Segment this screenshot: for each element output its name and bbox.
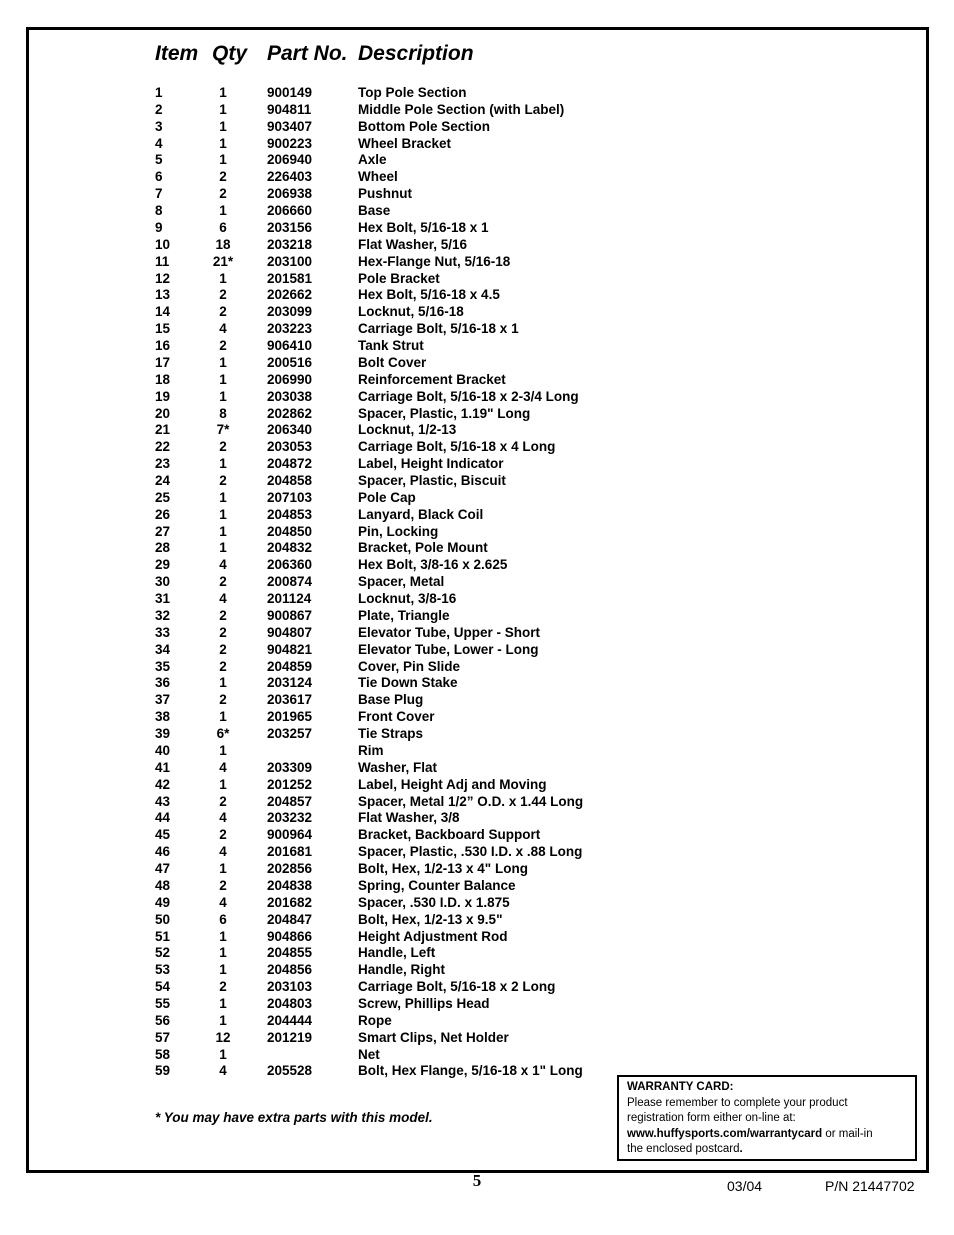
qty-cell: 12 [215, 1029, 231, 1045]
qty-cell: 1 [219, 118, 227, 134]
qty-cell: 2 [219, 793, 227, 809]
description-cell: Spacer, Plastic, 1.19" Long [358, 405, 531, 421]
part-number-cell: 204444 [267, 1012, 313, 1028]
description-cell: Bolt, Hex Flange, 5/16-18 x 1" Long [358, 1063, 583, 1079]
warranty-period: . [739, 1143, 743, 1155]
header-description: Description [358, 42, 474, 65]
header-item: Item [155, 42, 199, 65]
qty-cell: 4 [219, 844, 227, 860]
description-cell: Base Plug [358, 692, 424, 708]
qty-cell: 2 [219, 607, 227, 623]
part-number-cell: 204859 [267, 658, 313, 674]
description-cell: Pole Bracket [358, 270, 440, 286]
description-cell: Spacer, Plastic, .530 I.D. x .88 Long [358, 844, 583, 860]
qty-cell: 1 [219, 776, 227, 792]
item-cell: 12 [155, 270, 171, 286]
part-number-cell: 204857 [267, 793, 313, 809]
description-cell: Top Pole Section [358, 85, 467, 100]
part-number-cell: 206938 [267, 186, 313, 202]
item-cell: 27 [155, 523, 171, 539]
qty-cell: 2 [219, 473, 227, 488]
qty-cell: 1 [219, 354, 227, 370]
part-number-cell: 904866 [267, 928, 313, 944]
part-number-cell: 900149 [267, 85, 313, 100]
warranty-title: WARRANTY CARD: [627, 1081, 734, 1093]
qty-cell: 1 [219, 962, 227, 978]
description-cell: Flat Washer, 3/8 [358, 810, 460, 826]
qty-cell: 2 [219, 186, 227, 202]
description-cell: Smart Clips, Net Holder [358, 1029, 509, 1045]
item-cell: 7 [155, 186, 163, 202]
qty-cell: 2 [219, 624, 227, 640]
qty-cell: 4 [219, 759, 227, 775]
description-cell: Flat Washer, 5/16 [358, 236, 468, 252]
description-cell: Rim [358, 742, 384, 758]
description-cell: Spacer, Metal 1/2” O.D. x 1.44 Long [358, 793, 584, 809]
description-cell: Carriage Bolt, 5/16-18 x 2 Long [358, 979, 556, 995]
description-cell: Wheel [358, 169, 398, 185]
qty-cell: 1 [219, 1046, 227, 1062]
header-part-no: Part No. [267, 42, 348, 65]
description-cell: Pole Cap [358, 489, 416, 505]
part-number-cell: 900867 [267, 607, 313, 623]
qty-cell: 1 [219, 1012, 227, 1028]
item-cell: 39 [155, 726, 171, 742]
part-number-cell: 203053 [267, 439, 313, 455]
item-cell: 30 [155, 574, 171, 590]
qty-cell: 1 [219, 540, 227, 556]
description-cell: Height Adjustment Rod [358, 928, 508, 944]
description-cell: Elevator Tube, Upper - Short [358, 624, 541, 640]
qty-cell: 2 [219, 658, 227, 674]
item-cell: 19 [155, 388, 171, 404]
item-cell: 16 [155, 338, 171, 354]
item-cell: 32 [155, 607, 171, 623]
part-number-cell: 203223 [267, 321, 313, 337]
item-cell: 41 [155, 759, 171, 775]
description-cell: Label, Height Indicator [358, 456, 504, 472]
part-number-cell: 203099 [267, 304, 313, 320]
description-cell: Washer, Flat [358, 759, 438, 775]
item-cell: 37 [155, 692, 171, 708]
description-cell: Net [358, 1046, 380, 1062]
item-cell: 28 [155, 540, 171, 556]
item-cell: 33 [155, 624, 171, 640]
part-number-cell: 204872 [267, 456, 313, 472]
description-cell: Bolt, Hex, 1/2-13 x 9.5" [358, 911, 503, 927]
item-cell: 57 [155, 1029, 171, 1045]
item-cell: 14 [155, 304, 171, 320]
document-part-number: P/N 21447702 [825, 1178, 915, 1194]
part-number-cell: 204850 [267, 523, 313, 539]
item-cell: 51 [155, 928, 171, 944]
item-cell: 17 [155, 354, 171, 370]
part-number-cell: 206360 [267, 557, 313, 573]
qty-cell: 1 [219, 675, 227, 691]
item-cell: 1 [155, 85, 163, 100]
description-cell: Bolt Cover [358, 354, 427, 370]
part-number-cell: 206940 [267, 152, 313, 168]
description-cell: Middle Pole Section (with Label) [358, 101, 565, 117]
description-cell: Plate, Triangle [358, 607, 450, 623]
qty-cell: 1 [219, 371, 227, 387]
qty-cell: 7* [216, 422, 230, 438]
item-cell: 53 [155, 962, 171, 978]
part-number-cell: 206340 [267, 422, 313, 438]
description-cell: Locknut, 3/8-16 [358, 591, 457, 607]
item-cell: 4 [155, 135, 163, 151]
item-cell: 24 [155, 473, 171, 488]
part-number-cell: 203100 [267, 253, 313, 269]
description-cell: Spacer, .530 I.D. x 1.875 [358, 894, 510, 910]
part-number-cell: 204838 [267, 877, 313, 893]
description-cell: Elevator Tube, Lower - Long [358, 641, 539, 657]
item-cell: 54 [155, 979, 171, 995]
part-number-cell: 203103 [267, 979, 313, 995]
part-number-cell: 200874 [267, 574, 313, 590]
description-cell: Label, Height Adj and Moving [358, 776, 547, 792]
description-cell: Locknut, 1/2-13 [358, 422, 457, 438]
part-number-cell: 207103 [267, 489, 313, 505]
part-number-cell: 200516 [267, 354, 313, 370]
qty-cell: 1 [219, 388, 227, 404]
qty-cell: 6 [219, 911, 227, 927]
qty-cell: 4 [219, 557, 227, 573]
description-cell: Bottom Pole Section [358, 118, 491, 134]
description-cell: Locknut, 5/16-18 [358, 304, 464, 320]
item-cell: 35 [155, 658, 171, 674]
item-cell: 20 [155, 405, 171, 421]
part-number-cell: 904807 [267, 624, 313, 640]
description-cell: Tank Strut [358, 338, 424, 354]
description-cell: Tie Straps [358, 726, 424, 742]
qty-cell: 1 [219, 270, 227, 286]
item-cell: 50 [155, 911, 171, 927]
part-number-cell: 201682 [267, 894, 313, 910]
part-number-cell: 904821 [267, 641, 313, 657]
item-cell: 2 [155, 101, 163, 117]
item-cell: 44 [155, 810, 171, 826]
qty-cell: 1 [219, 203, 227, 219]
qty-cell: 4 [219, 1063, 227, 1079]
qty-cell: 1 [219, 928, 227, 944]
warranty-line-4: the enclosed postcard [627, 1143, 740, 1155]
warranty-line-3-end: or mail-in [822, 1127, 873, 1140]
item-cell: 5 [155, 152, 163, 168]
qty-cell: 21* [212, 253, 234, 269]
item-cell: 43 [155, 793, 171, 809]
item-cell: 59 [155, 1063, 171, 1079]
description-cell: Spacer, Plastic, Biscuit [358, 473, 506, 488]
qty-cell: 1 [219, 995, 227, 1011]
qty-cell: 8 [219, 405, 227, 421]
description-cell: Tie Down Stake [358, 675, 458, 691]
part-number-cell: 203218 [267, 236, 313, 252]
description-cell: Spring, Counter Balance [358, 877, 516, 893]
part-number-cell: 226403 [267, 169, 313, 185]
qty-cell: 2 [219, 827, 227, 843]
part-number-cell: 201681 [267, 844, 313, 860]
part-number-cell: 203257 [267, 726, 313, 742]
description-cell: Bracket, Pole Mount [358, 540, 488, 556]
description-cell: Handle, Right [358, 962, 445, 978]
part-number-cell: 203156 [267, 219, 313, 235]
item-cell: 38 [155, 709, 171, 725]
item-cell: 31 [155, 591, 171, 607]
qty-cell: 1 [219, 709, 227, 725]
item-cell: 55 [155, 995, 171, 1011]
part-number-cell: 204858 [267, 473, 313, 488]
warranty-line-2: registration form either on-line at: [627, 1112, 796, 1124]
qty-cell: 6 [219, 219, 227, 235]
part-number-cell: 203124 [267, 675, 313, 691]
description-cell: Carriage Bolt, 5/16-18 x 4 Long [358, 439, 556, 455]
qty-cell: 2 [219, 287, 227, 303]
item-cell: 22 [155, 439, 171, 455]
qty-cell: 2 [219, 439, 227, 455]
item-cell: 34 [155, 641, 171, 657]
description-cell: Handle, Left [358, 945, 436, 961]
description-cell: Pin, Locking [358, 523, 439, 539]
part-number-cell: 203309 [267, 759, 313, 775]
description-cell: Lanyard, Black Coil [358, 506, 484, 522]
item-cell: 18 [155, 371, 171, 387]
description-cell: Bolt, Hex, 1/2-13 x 4" Long [358, 861, 528, 877]
qty-cell: 2 [219, 979, 227, 995]
part-number-cell: 900223 [267, 135, 313, 151]
part-number-cell: 204855 [267, 945, 313, 961]
revision-date: 03/04 [727, 1178, 763, 1194]
part-number-cell: 204832 [267, 540, 313, 556]
qty-cell: 1 [219, 152, 227, 168]
description-cell: Carriage Bolt, 5/16-18 x 1 [358, 321, 519, 337]
qty-cell: 1 [219, 135, 227, 151]
part-number-cell: 204856 [267, 962, 313, 978]
qty-cell: 2 [219, 877, 227, 893]
qty-cell: 2 [219, 641, 227, 657]
item-cell: 56 [155, 1012, 171, 1028]
part-number-cell: 202662 [267, 287, 313, 303]
part-number-cell: 203038 [267, 388, 313, 404]
description-cell: Hex Bolt, 5/16-18 x 4.5 [358, 287, 500, 303]
qty-cell: 2 [219, 692, 227, 708]
item-cell: 58 [155, 1046, 171, 1062]
part-number-cell: 201252 [267, 776, 313, 792]
part-number-cell: 203617 [267, 692, 313, 708]
part-number-cell: 201219 [267, 1029, 313, 1045]
qty-cell: 4 [219, 810, 227, 826]
description-cell: Spacer, Metal [358, 574, 445, 590]
description-cell: Front Cover [358, 709, 435, 725]
description-cell: Hex Bolt, 5/16-18 x 1 [358, 219, 489, 235]
page-number: 5 [472, 1171, 482, 1190]
qty-cell: 2 [219, 338, 227, 354]
qty-cell: 4 [219, 591, 227, 607]
part-number-cell: 202862 [267, 405, 313, 421]
description-cell: Screw, Phillips Head [358, 995, 490, 1011]
qty-cell: 2 [219, 574, 227, 590]
description-cell: Cover, Pin Slide [358, 658, 461, 674]
part-number-cell: 201124 [267, 591, 312, 607]
part-number-cell: 205528 [267, 1063, 313, 1079]
description-cell: Axle [358, 152, 387, 168]
item-cell: 52 [155, 945, 171, 961]
item-cell: 48 [155, 877, 171, 893]
header-qty: Qty [212, 42, 248, 65]
qty-cell: 1 [219, 861, 227, 877]
qty-cell: 1 [219, 101, 227, 117]
qty-cell: 1 [219, 456, 227, 472]
item-cell: 8 [155, 203, 163, 219]
item-cell: 42 [155, 776, 171, 792]
part-number-cell: 202856 [267, 861, 313, 877]
part-number-cell: 204853 [267, 506, 313, 522]
qty-cell: 1 [219, 85, 227, 100]
qty-cell: 1 [219, 742, 227, 758]
item-cell: 9 [155, 219, 163, 235]
warranty-card-box [617, 1075, 917, 1161]
part-number-cell: 206660 [267, 203, 313, 219]
qty-cell: 18 [215, 236, 231, 252]
description-cell: Hex-Flange Nut, 5/16-18 [358, 253, 511, 269]
item-cell: 45 [155, 827, 171, 843]
qty-cell: 4 [219, 894, 227, 910]
item-cell: 10 [155, 236, 171, 252]
item-cell: 6 [155, 169, 163, 185]
part-number-cell: 206990 [267, 371, 313, 387]
description-cell: Base [358, 203, 391, 219]
part-number-cell: 201581 [267, 270, 313, 286]
description-cell: Rope [358, 1012, 392, 1028]
item-cell: 26 [155, 506, 171, 522]
extra-parts-note: * You may have extra parts with this model. [155, 1110, 433, 1125]
item-cell: 36 [155, 675, 171, 691]
part-number-cell: 201965 [267, 709, 313, 725]
description-cell: Carriage Bolt, 5/16-18 x 2-3/4 Long [358, 388, 579, 404]
item-cell: 25 [155, 489, 171, 505]
item-cell: 15 [155, 321, 171, 337]
description-cell: Hex Bolt, 3/8-16 x 2.625 [358, 557, 508, 573]
qty-cell: 6* [216, 726, 230, 742]
qty-cell: 1 [219, 945, 227, 961]
item-cell: 47 [155, 861, 171, 877]
part-number-cell: 204847 [267, 911, 313, 927]
page-border [26, 27, 929, 1173]
qty-cell: 1 [219, 523, 227, 539]
item-cell: 23 [155, 456, 171, 472]
qty-cell: 1 [219, 506, 227, 522]
item-cell: 13 [155, 287, 171, 303]
warranty-url-link[interactable]: www.huffysports.com/warrantycard [627, 1127, 823, 1140]
part-number-cell: 904811 [267, 101, 312, 117]
item-cell: 40 [155, 742, 171, 758]
qty-cell: 4 [219, 321, 227, 337]
qty-cell: 2 [219, 169, 227, 185]
warranty-line-1: Please remember to complete your product [627, 1096, 848, 1109]
qty-cell: 1 [219, 489, 227, 505]
description-cell: Pushnut [358, 186, 412, 202]
description-cell: Bracket, Backboard Support [358, 827, 541, 843]
item-cell: 29 [155, 557, 171, 573]
part-number-cell: 203232 [267, 810, 313, 826]
description-cell: Reinforcement Bracket [358, 371, 506, 387]
item-cell: 49 [155, 894, 171, 910]
item-cell: 11 [155, 253, 170, 269]
item-cell: 46 [155, 844, 171, 860]
part-number-cell: 906410 [267, 338, 313, 354]
part-number-cell: 204803 [267, 995, 313, 1011]
item-cell: 21 [155, 422, 171, 438]
qty-cell: 2 [219, 304, 227, 320]
part-number-cell: 900964 [267, 827, 313, 843]
part-number-cell: 903407 [267, 118, 313, 134]
description-cell: Wheel Bracket [358, 135, 452, 151]
item-cell: 3 [155, 118, 163, 134]
